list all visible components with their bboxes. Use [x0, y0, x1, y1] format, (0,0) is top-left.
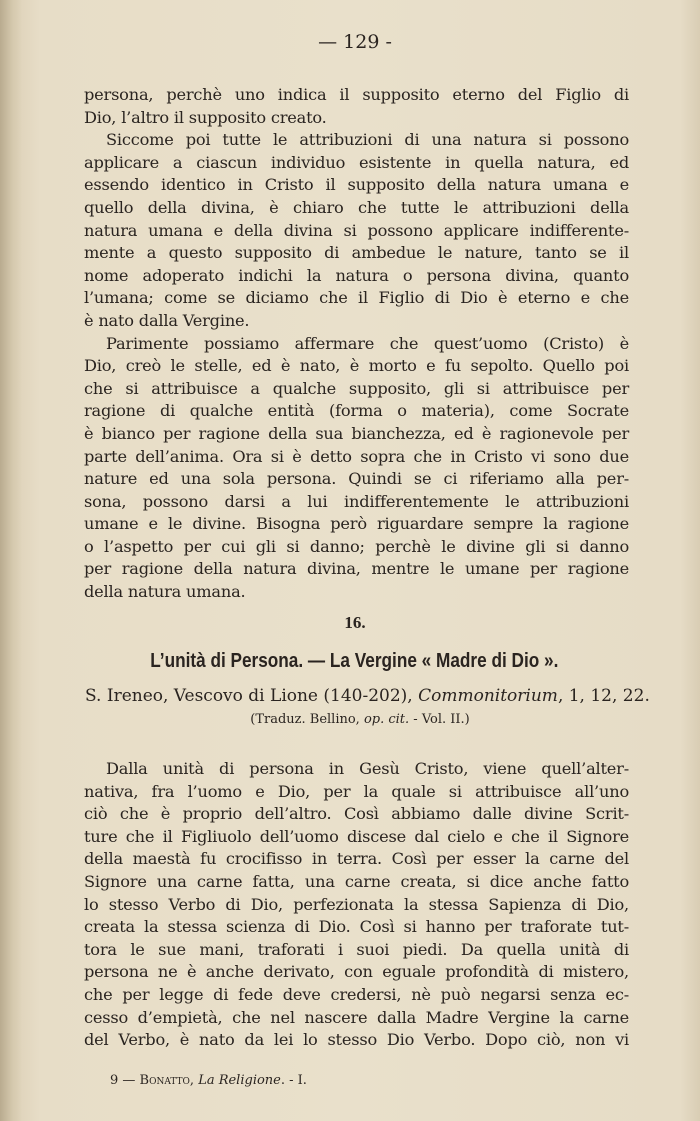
text-line: ciò che è proprio dell’altro. Così abbiamo dalle divine Scrit-: [84, 804, 629, 824]
text-line: umane e le divine. Bisogna però riguardare sempre la ragione: [84, 514, 629, 534]
translation-note: [0, 711, 700, 729]
footer-sep: ,: [189, 1073, 199, 1088]
text-line: mente a questo supposito di ambedue le nature, tanto se il: [84, 243, 629, 263]
text-line: Siccome poi tutte le attribuzioni di una natura si possono: [106, 130, 629, 150]
text-line: persona ne è anche derivato, con eguale profondità di mistero,: [84, 962, 629, 982]
text-line: che per legge di fede deve credersi, nè può negarsi senza ec-: [84, 984, 629, 1004]
text-line: ture che il Figliuolo dell’uomo discese dal cielo e che il Signore: [84, 826, 629, 846]
citation-work: Commonitorium: [418, 686, 558, 706]
text-line: applicare a ciascun individuo esistente in quella natura, ed: [84, 152, 629, 172]
text-line: cesso d’empietà, che nel nascere dalla Madre Vergine la carne: [84, 1007, 629, 1027]
body-text-part2: [84, 758, 629, 1052]
book-binding-shadow: [0, 0, 22, 1121]
text-line: che si attribuisce a qualche supposito, gli si attribuisce per: [84, 378, 629, 398]
text-line: nome adoperato indichi la natura o persona divina, quanto: [84, 265, 629, 285]
text-line: tora le sue mani, traforati i suoi piedi. Da quella unità di: [84, 939, 629, 959]
text-line: nativa, fra l’uomo e Dio, per la quale si attribuisce all’uno: [84, 781, 629, 801]
source-citation: [85, 685, 650, 707]
text-line: ragione di qualche entità (forma o materia), come Socrate: [84, 401, 629, 421]
text-line: nature ed una sola persona. Quindi se ci riferiamo alla per-: [84, 469, 629, 489]
text-line: quello della divina, è chiaro che tutte le attribuzioni della: [84, 197, 629, 217]
text-line: è nato dalla Vergine.: [84, 310, 250, 330]
footer-signature: [110, 1072, 307, 1090]
text-line: creata la stessa scienza di Dio. Così si hanno per traforate tut-: [84, 917, 629, 937]
note-italic: op. cit.: [363, 712, 410, 727]
text-line: per ragione della natura divina, mentre le umane per ragione: [84, 559, 629, 579]
citation-author: S. Ireneo, Vescovo di Lione (140-202),: [85, 686, 419, 706]
text-line: della maestà fu crocifisso in terra. Così per esser la carne del: [84, 849, 629, 869]
footer-book: La Religione: [198, 1073, 281, 1088]
text-line: del Verbo, è nato da lei lo stesso Dio Verbo. Dopo ciò, non vi: [84, 1030, 629, 1050]
text-line: Dalla unità di persona in Gesù Cristo, viene quell’alter-: [106, 759, 629, 778]
body-text-part1: [84, 84, 629, 604]
text-line: Parimente possiamo affermare che quest’uomo (Cristo) è: [106, 333, 629, 353]
signature-number: 9 —: [110, 1073, 140, 1088]
text-line: Signore una carne fatta, una carne creata, si dice anche fatto: [84, 871, 629, 891]
section-title: L’unità di Persona. — La Vergine « Madre di Dio ».: [150, 650, 559, 672]
note-prefix: (Traduz. Bellino,: [250, 712, 364, 727]
text-line: essendo identico in Cristo il supposito della natura umana e: [84, 175, 629, 195]
note-suffix: - Vol. II.): [409, 712, 470, 727]
section-number: 16.: [344, 613, 366, 632]
text-line: natura umana e della divina si possono applicare indifferente-: [84, 220, 629, 240]
text-line: lo stesso Verbo di Dio, perfezionata la stessa Sapienza di Dio,: [84, 894, 629, 914]
text-line: parte dell’anima. Ora si è detto sopra che in Cristo vi sono due: [84, 446, 629, 466]
text-line: sona, possono darsi a lui indifferentemente le attribuzioni: [84, 491, 629, 511]
footer-author: Bonatto: [139, 1073, 190, 1088]
text-line: Dio, creò le stelle, ed è nato, è morto e fu sepolto. Quello poi: [84, 356, 629, 376]
text-line: o l’aspetto per cui gli si danno; perchè le divine gli si danno: [84, 536, 629, 556]
page-number: — 129 -: [318, 31, 392, 53]
footer-volume: . - I.: [280, 1073, 307, 1088]
text-line: l’umana; come se diciamo che il Figlio di Dio è eterno e che: [84, 288, 629, 308]
text-line: è bianco per ragione della sua bianchezza, ed è ragionevole per: [84, 423, 629, 443]
text-line: della natura umana.: [84, 582, 246, 602]
citation-ref: , 1, 12, 22.: [557, 686, 650, 706]
text-line: Dio, l’altro il supposito creato.: [84, 107, 327, 127]
text-line: persona, perchè uno indica il supposito eterno del Figlio di: [84, 85, 629, 104]
